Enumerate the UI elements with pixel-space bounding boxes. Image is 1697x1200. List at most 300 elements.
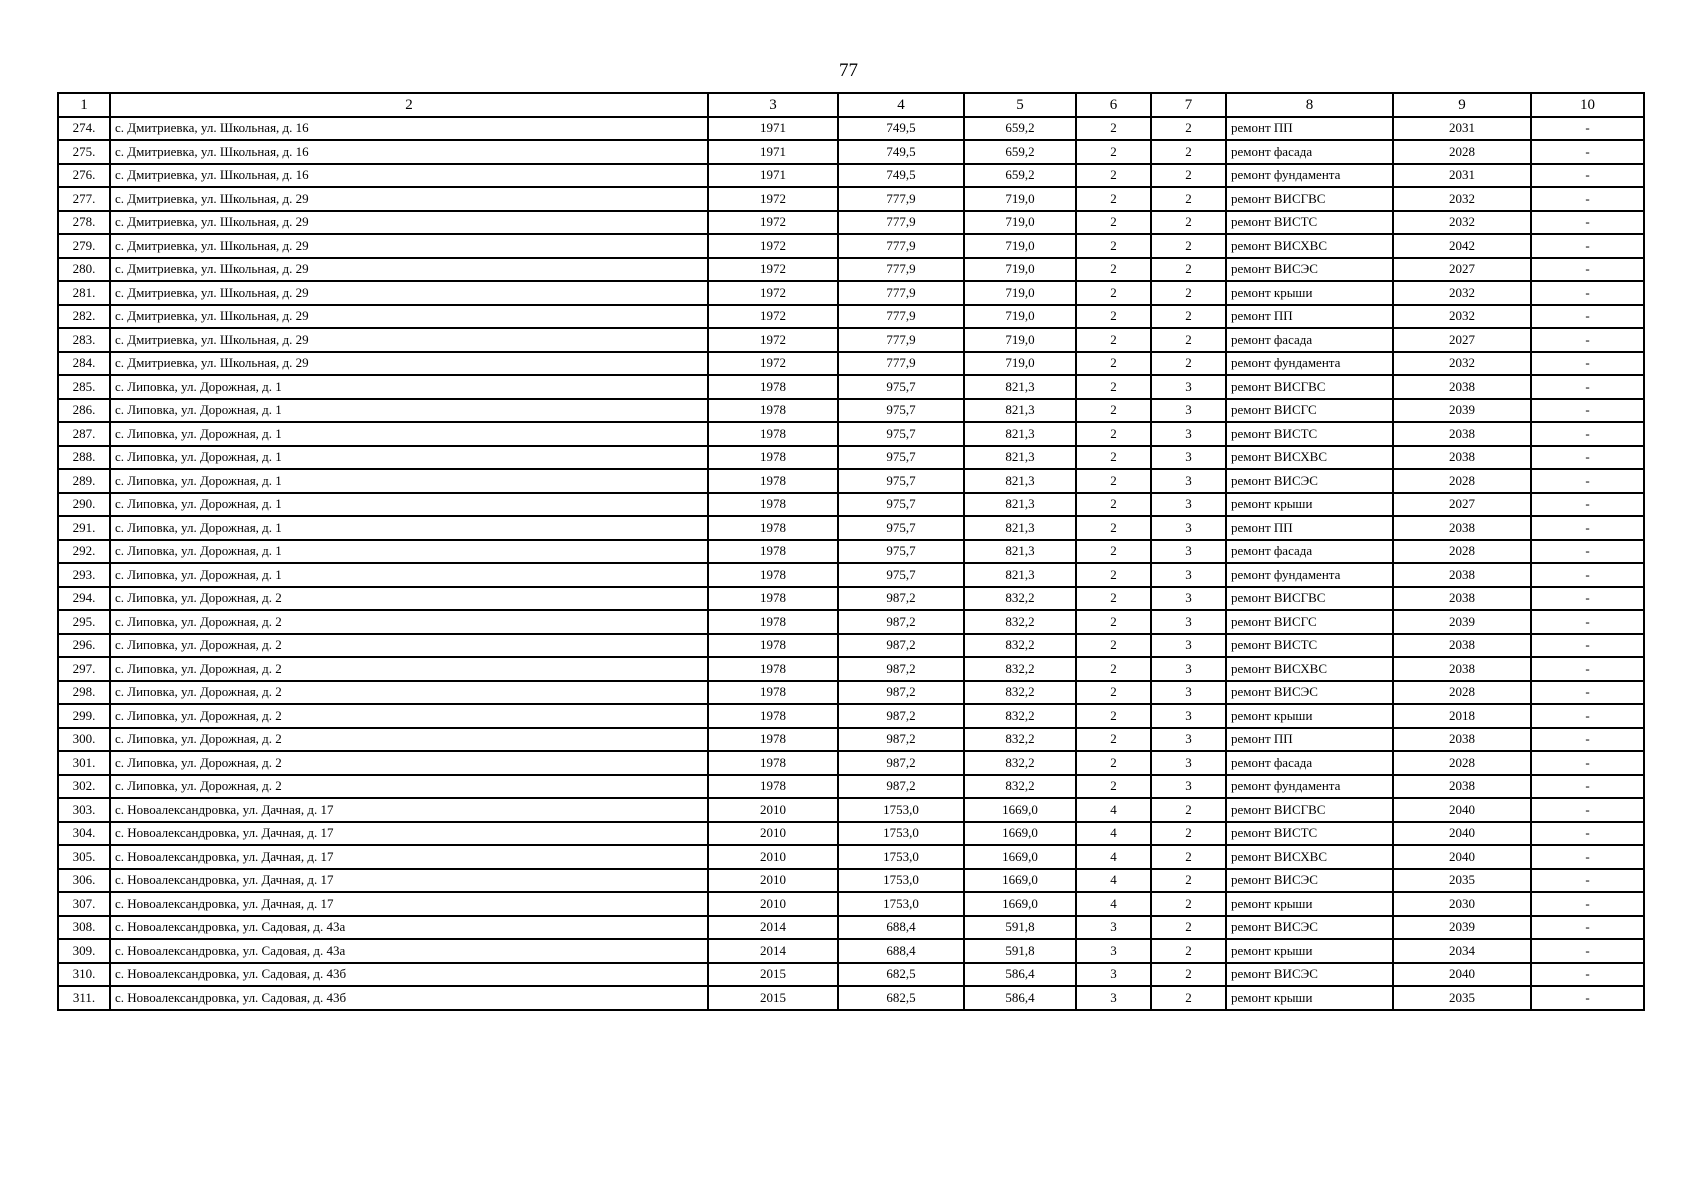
table-row [58,305,1644,329]
column-header: 4 [838,93,964,117]
living-area-cell: 832,2 [964,657,1076,681]
planned-year-cell: 2030 [1393,892,1531,916]
table-row [58,258,1644,282]
address-cell: с. Липовка, ул. Дорожная, д. 1 [110,375,708,399]
total-area-cell: 987,2 [838,610,964,634]
note-cell: - [1531,258,1644,282]
planned-year-cell: 2038 [1393,375,1531,399]
floors-cell: 2 [1076,258,1151,282]
living-area-cell: 821,3 [964,540,1076,564]
build-year-cell: 1978 [708,493,838,517]
build-year-cell: 1972 [708,281,838,305]
row-number-cell: 293. [58,563,110,587]
entrances-cell: 3 [1151,563,1226,587]
build-year-cell: 1972 [708,187,838,211]
table-row [58,634,1644,658]
work-type-cell: ремонт крыши [1226,493,1393,517]
note-cell: - [1531,751,1644,775]
entrances-cell: 3 [1151,751,1226,775]
table-row [58,916,1644,940]
address-cell: с. Новоалександровка, ул. Дачная, д. 17 [110,869,708,893]
total-area-cell: 975,7 [838,422,964,446]
work-type-cell: ремонт ПП [1226,305,1393,329]
floors-cell: 4 [1076,869,1151,893]
total-area-cell: 975,7 [838,516,964,540]
entrances-cell: 3 [1151,516,1226,540]
build-year-cell: 2015 [708,986,838,1010]
work-type-cell: ремонт ВИСЭС [1226,869,1393,893]
entrances-cell: 2 [1151,164,1226,188]
row-number-cell: 304. [58,822,110,846]
floors-cell: 2 [1076,704,1151,728]
work-type-cell: ремонт ВИСГС [1226,399,1393,423]
table-row [58,140,1644,164]
planned-year-cell: 2040 [1393,845,1531,869]
row-number-cell: 280. [58,258,110,282]
note-cell: - [1531,563,1644,587]
work-type-cell: ремонт крыши [1226,986,1393,1010]
work-type-cell: ремонт ВИСТС [1226,634,1393,658]
build-year-cell: 1978 [708,610,838,634]
work-type-cell: ремонт ПП [1226,728,1393,752]
entrances-cell: 3 [1151,775,1226,799]
entrances-cell: 2 [1151,963,1226,987]
living-area-cell: 719,0 [964,187,1076,211]
address-cell: с. Липовка, ул. Дорожная, д. 1 [110,493,708,517]
column-number-row [58,93,1644,117]
total-area-cell: 777,9 [838,211,964,235]
note-cell: - [1531,281,1644,305]
table-row [58,704,1644,728]
planned-year-cell: 2032 [1393,281,1531,305]
living-area-cell: 591,8 [964,939,1076,963]
column-header: 10 [1531,93,1644,117]
entrances-cell: 3 [1151,610,1226,634]
living-area-cell: 821,3 [964,563,1076,587]
work-type-cell: ремонт ВИСГВС [1226,587,1393,611]
row-number-cell: 306. [58,869,110,893]
planned-year-cell: 2032 [1393,305,1531,329]
floors-cell: 3 [1076,963,1151,987]
address-cell: с. Новоалександровка, ул. Дачная, д. 17 [110,798,708,822]
row-number-cell: 299. [58,704,110,728]
entrances-cell: 2 [1151,258,1226,282]
note-cell: - [1531,328,1644,352]
note-cell: - [1531,164,1644,188]
total-area-cell: 749,5 [838,117,964,141]
note-cell: - [1531,869,1644,893]
planned-year-cell: 2039 [1393,610,1531,634]
note-cell: - [1531,963,1644,987]
floors-cell: 2 [1076,234,1151,258]
work-type-cell: ремонт ВИСГС [1226,610,1393,634]
build-year-cell: 1978 [708,422,838,446]
table-row [58,986,1644,1010]
floors-cell: 2 [1076,446,1151,470]
build-year-cell: 1972 [708,352,838,376]
work-type-cell: ремонт ВИСГВС [1226,375,1393,399]
work-type-cell: ремонт ВИСГВС [1226,798,1393,822]
floors-cell: 3 [1076,986,1151,1010]
build-year-cell: 2010 [708,845,838,869]
page-number: 77 [839,60,858,81]
table-row [58,375,1644,399]
floors-cell: 4 [1076,845,1151,869]
work-type-cell: ремонт фундамента [1226,352,1393,376]
planned-year-cell: 2035 [1393,986,1531,1010]
total-area-cell: 777,9 [838,305,964,329]
entrances-cell: 3 [1151,422,1226,446]
build-year-cell: 1978 [708,634,838,658]
work-type-cell: ремонт ВИСТС [1226,822,1393,846]
living-area-cell: 719,0 [964,305,1076,329]
entrances-cell: 2 [1151,798,1226,822]
floors-cell: 2 [1076,328,1151,352]
row-number-cell: 287. [58,422,110,446]
build-year-cell: 1978 [708,469,838,493]
entrances-cell: 2 [1151,117,1226,141]
living-area-cell: 719,0 [964,328,1076,352]
work-type-cell: ремонт крыши [1226,892,1393,916]
row-number-cell: 311. [58,986,110,1010]
address-cell: с. Липовка, ул. Дорожная, д. 2 [110,657,708,681]
work-type-cell: ремонт ПП [1226,117,1393,141]
address-cell: с. Липовка, ул. Дорожная, д. 1 [110,516,708,540]
row-number-cell: 281. [58,281,110,305]
row-number-cell: 290. [58,493,110,517]
living-area-cell: 659,2 [964,164,1076,188]
living-area-cell: 821,3 [964,422,1076,446]
row-number-cell: 298. [58,681,110,705]
address-cell: с. Новоалександровка, ул. Дачная, д. 17 [110,822,708,846]
living-area-cell: 719,0 [964,234,1076,258]
planned-year-cell: 2028 [1393,751,1531,775]
table-row [58,399,1644,423]
work-type-cell: ремонт фасада [1226,328,1393,352]
entrances-cell: 2 [1151,234,1226,258]
build-year-cell: 1972 [708,211,838,235]
entrances-cell: 3 [1151,446,1226,470]
note-cell: - [1531,728,1644,752]
row-number-cell: 310. [58,963,110,987]
note-cell: - [1531,610,1644,634]
work-type-cell: ремонт фундамента [1226,563,1393,587]
floors-cell: 2 [1076,775,1151,799]
planned-year-cell: 2032 [1393,211,1531,235]
living-area-cell: 821,3 [964,375,1076,399]
floors-cell: 2 [1076,352,1151,376]
total-area-cell: 987,2 [838,587,964,611]
planned-year-cell: 2038 [1393,446,1531,470]
planned-year-cell: 2039 [1393,399,1531,423]
work-type-cell: ремонт ВИСЭС [1226,258,1393,282]
work-type-cell: ремонт крыши [1226,704,1393,728]
address-cell: с. Липовка, ул. Дорожная, д. 2 [110,634,708,658]
row-number-cell: 309. [58,939,110,963]
build-year-cell: 2014 [708,916,838,940]
row-number-cell: 282. [58,305,110,329]
table-row [58,939,1644,963]
build-year-cell: 1978 [708,704,838,728]
column-header: 2 [110,93,708,117]
table-row [58,728,1644,752]
address-cell: с. Дмитриевка, ул. Школьная, д. 29 [110,281,708,305]
total-area-cell: 987,2 [838,704,964,728]
planned-year-cell: 2038 [1393,657,1531,681]
floors-cell: 2 [1076,540,1151,564]
row-number-cell: 289. [58,469,110,493]
build-year-cell: 1978 [708,375,838,399]
column-header: 5 [964,93,1076,117]
planned-year-cell: 2042 [1393,234,1531,258]
table-row [58,775,1644,799]
row-number-cell: 292. [58,540,110,564]
work-type-cell: ремонт ВИСХВС [1226,446,1393,470]
table-row [58,798,1644,822]
work-type-cell: ремонт ВИСТС [1226,422,1393,446]
entrances-cell: 2 [1151,211,1226,235]
address-cell: с. Новоалександровка, ул. Дачная, д. 17 [110,845,708,869]
row-number-cell: 291. [58,516,110,540]
living-area-cell: 659,2 [964,140,1076,164]
address-cell: с. Новоалександровка, ул. Дачная, д. 17 [110,892,708,916]
note-cell: - [1531,634,1644,658]
floors-cell: 2 [1076,281,1151,305]
entrances-cell: 2 [1151,986,1226,1010]
entrances-cell: 3 [1151,540,1226,564]
work-type-cell: ремонт фасада [1226,540,1393,564]
note-cell: - [1531,986,1644,1010]
row-number-cell: 295. [58,610,110,634]
address-cell: с. Дмитриевка, ул. Школьная, д. 16 [110,117,708,141]
address-cell: с. Липовка, ул. Дорожная, д. 1 [110,469,708,493]
entrances-cell: 3 [1151,469,1226,493]
row-number-cell: 278. [58,211,110,235]
planned-year-cell: 2040 [1393,963,1531,987]
address-cell: с. Новоалександровка, ул. Садовая, д. 43а [110,939,708,963]
note-cell: - [1531,822,1644,846]
total-area-cell: 777,9 [838,352,964,376]
note-cell: - [1531,681,1644,705]
build-year-cell: 1978 [708,399,838,423]
entrances-cell: 2 [1151,140,1226,164]
address-cell: с. Липовка, ул. Дорожная, д. 1 [110,422,708,446]
note-cell: - [1531,446,1644,470]
total-area-cell: 682,5 [838,963,964,987]
note-cell: - [1531,117,1644,141]
row-number-cell: 274. [58,117,110,141]
address-cell: с. Дмитриевка, ул. Школьная, д. 29 [110,258,708,282]
total-area-cell: 777,9 [838,328,964,352]
table-row [58,587,1644,611]
total-area-cell: 975,7 [838,540,964,564]
planned-year-cell: 2028 [1393,469,1531,493]
note-cell: - [1531,916,1644,940]
address-cell: с. Липовка, ул. Дорожная, д. 2 [110,681,708,705]
entrances-cell: 2 [1151,916,1226,940]
floors-cell: 2 [1076,140,1151,164]
living-area-cell: 719,0 [964,258,1076,282]
address-cell: с. Дмитриевка, ул. Школьная, д. 29 [110,305,708,329]
entrances-cell: 2 [1151,305,1226,329]
living-area-cell: 1669,0 [964,869,1076,893]
note-cell: - [1531,375,1644,399]
note-cell: - [1531,704,1644,728]
living-area-cell: 821,3 [964,493,1076,517]
address-cell: с. Липовка, ул. Дорожная, д. 2 [110,775,708,799]
work-type-cell: ремонт фундамента [1226,775,1393,799]
work-type-cell: ремонт ВИСЭС [1226,469,1393,493]
build-year-cell: 1972 [708,328,838,352]
build-year-cell: 2010 [708,869,838,893]
living-area-cell: 586,4 [964,963,1076,987]
column-header: 3 [708,93,838,117]
address-cell: с. Дмитриевка, ул. Школьная, д. 29 [110,234,708,258]
table-row [58,187,1644,211]
note-cell: - [1531,187,1644,211]
table-row [58,869,1644,893]
total-area-cell: 688,4 [838,916,964,940]
row-number-cell: 279. [58,234,110,258]
living-area-cell: 1669,0 [964,845,1076,869]
table-row [58,328,1644,352]
table-row [58,281,1644,305]
planned-year-cell: 2028 [1393,681,1531,705]
note-cell: - [1531,516,1644,540]
total-area-cell: 987,2 [838,751,964,775]
living-area-cell: 821,3 [964,469,1076,493]
entrances-cell: 3 [1151,681,1226,705]
row-number-cell: 283. [58,328,110,352]
note-cell: - [1531,469,1644,493]
table-row [58,234,1644,258]
table-body [58,117,1644,1010]
total-area-cell: 777,9 [838,281,964,305]
total-area-cell: 987,2 [838,775,964,799]
address-cell: с. Липовка, ул. Дорожная, д. 1 [110,446,708,470]
note-cell: - [1531,140,1644,164]
table-row [58,164,1644,188]
address-cell: с. Липовка, ул. Дорожная, д. 2 [110,610,708,634]
living-area-cell: 832,2 [964,751,1076,775]
note-cell: - [1531,399,1644,423]
build-year-cell: 1978 [708,751,838,775]
row-number-cell: 301. [58,751,110,775]
total-area-cell: 975,7 [838,469,964,493]
table-row [58,892,1644,916]
row-number-cell: 285. [58,375,110,399]
total-area-cell: 777,9 [838,258,964,282]
column-header: 1 [58,93,110,117]
address-cell: с. Липовка, ул. Дорожная, д. 2 [110,704,708,728]
floors-cell: 4 [1076,892,1151,916]
address-cell: с. Дмитриевка, ул. Школьная, д. 29 [110,211,708,235]
planned-year-cell: 2040 [1393,798,1531,822]
row-number-cell: 296. [58,634,110,658]
total-area-cell: 987,2 [838,634,964,658]
note-cell: - [1531,892,1644,916]
note-cell: - [1531,540,1644,564]
floors-cell: 2 [1076,516,1151,540]
planned-year-cell: 2038 [1393,634,1531,658]
address-cell: с. Новоалександровка, ул. Садовая, д. 43а [110,916,708,940]
row-number-cell: 286. [58,399,110,423]
table-row [58,822,1644,846]
living-area-cell: 821,3 [964,446,1076,470]
row-number-cell: 302. [58,775,110,799]
floors-cell: 3 [1076,916,1151,940]
table-row [58,516,1644,540]
table-row [58,963,1644,987]
note-cell: - [1531,211,1644,235]
living-area-cell: 591,8 [964,916,1076,940]
build-year-cell: 1972 [708,234,838,258]
work-type-cell: ремонт фасада [1226,751,1393,775]
living-area-cell: 832,2 [964,775,1076,799]
living-area-cell: 1669,0 [964,798,1076,822]
row-number-cell: 276. [58,164,110,188]
row-number-cell: 305. [58,845,110,869]
note-cell: - [1531,493,1644,517]
floors-cell: 2 [1076,610,1151,634]
planned-year-cell: 2027 [1393,258,1531,282]
entrances-cell: 2 [1151,939,1226,963]
entrances-cell: 3 [1151,657,1226,681]
floors-cell: 2 [1076,634,1151,658]
planned-year-cell: 2038 [1393,728,1531,752]
repair-schedule-table [57,92,1645,1011]
floors-cell: 2 [1076,681,1151,705]
work-type-cell: ремонт ВИСТС [1226,211,1393,235]
living-area-cell: 719,0 [964,281,1076,305]
build-year-cell: 1978 [708,681,838,705]
row-number-cell: 284. [58,352,110,376]
build-year-cell: 1971 [708,117,838,141]
living-area-cell: 832,2 [964,704,1076,728]
living-area-cell: 659,2 [964,117,1076,141]
table-row [58,352,1644,376]
planned-year-cell: 2038 [1393,422,1531,446]
build-year-cell: 1978 [708,516,838,540]
row-number-cell: 300. [58,728,110,752]
total-area-cell: 1753,0 [838,869,964,893]
total-area-cell: 975,7 [838,375,964,399]
work-type-cell: ремонт ВИСЭС [1226,916,1393,940]
note-cell: - [1531,798,1644,822]
floors-cell: 2 [1076,187,1151,211]
floors-cell: 2 [1076,728,1151,752]
address-cell: с. Дмитриевка, ул. Школьная, д. 29 [110,328,708,352]
note-cell: - [1531,939,1644,963]
work-type-cell: ремонт ВИСХВС [1226,657,1393,681]
floors-cell: 2 [1076,563,1151,587]
row-number-cell: 308. [58,916,110,940]
planned-year-cell: 2035 [1393,869,1531,893]
planned-year-cell: 2032 [1393,352,1531,376]
note-cell: - [1531,775,1644,799]
build-year-cell: 2010 [708,822,838,846]
address-cell: с. Липовка, ул. Дорожная, д. 2 [110,728,708,752]
table-row [58,446,1644,470]
address-cell: с. Липовка, ул. Дорожная, д. 2 [110,751,708,775]
planned-year-cell: 2028 [1393,140,1531,164]
address-cell: с. Липовка, ул. Дорожная, д. 1 [110,563,708,587]
planned-year-cell: 2038 [1393,563,1531,587]
build-year-cell: 1978 [708,657,838,681]
planned-year-cell: 2031 [1393,164,1531,188]
living-area-cell: 821,3 [964,516,1076,540]
table-row [58,211,1644,235]
